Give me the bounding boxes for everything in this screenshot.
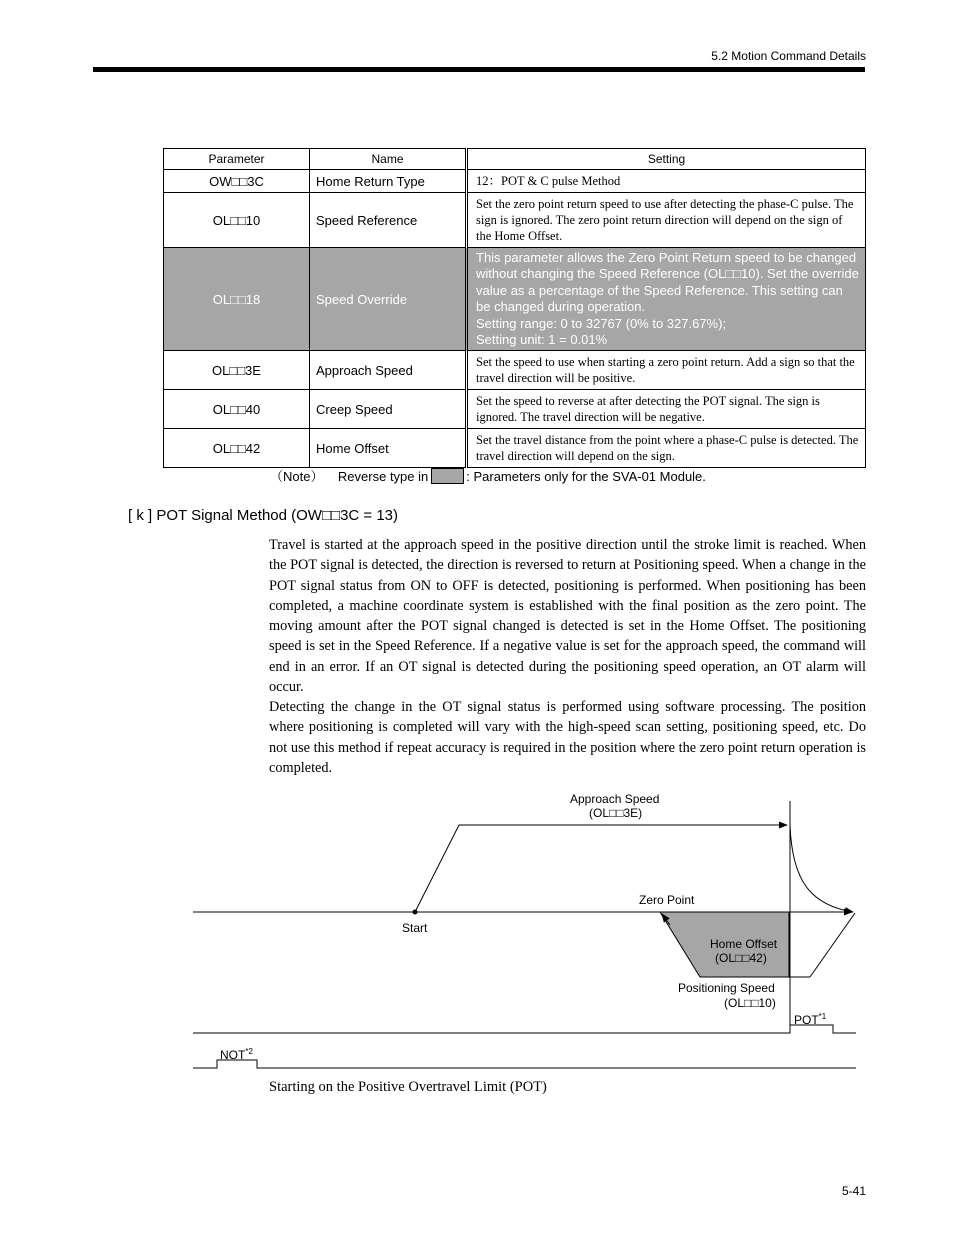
table-row — [164, 351, 866, 390]
setting-line: This parameter allows the Zero Point Return speed to be changed without changing the Speed Reference (OL□□10). Set the override value as a percentage of the Speed Reference. This setting can be changed during operation. — [476, 249, 859, 314]
header-section-title: 5.2 Motion Command Details — [711, 49, 866, 63]
table-row-shaded — [164, 248, 866, 351]
positioning-speed-param: (OL□□10) — [724, 996, 776, 1010]
positioning-speed-label: Positioning Speed — [678, 981, 775, 995]
setting-cell: Set the speed to use when starting a zero point return. Add a sign so that the travel direction will be positive. — [467, 351, 866, 390]
name-cell: Home Offset — [310, 429, 467, 468]
approach-speed-param: (OL□□3E) — [589, 806, 643, 820]
pot-signal-line — [193, 1025, 856, 1033]
section-heading: [ k ] POT Signal Method (OW□□3C = 13) — [128, 507, 399, 524]
name-cell: Speed Override — [310, 248, 467, 351]
home-offset-label: Home Offset — [710, 937, 778, 951]
table-row — [164, 193, 866, 248]
column-header-name: Name — [310, 149, 467, 170]
table-row — [164, 170, 866, 193]
deceleration-curve — [790, 825, 853, 912]
start-label: Start — [402, 921, 428, 935]
setting-line: Setting range: 0 to 32767 (0% to 327.67%); — [476, 315, 727, 331]
table-row — [164, 390, 866, 429]
name-cell: Approach Speed — [310, 351, 467, 390]
setting-cell — [467, 248, 866, 351]
table-note — [270, 466, 706, 485]
approach-speed-profile — [415, 825, 787, 912]
note-text-before: Reverse type in — [337, 469, 429, 484]
parameter-cell: OL□□3E — [164, 351, 310, 390]
setting-cell: 12：POT & C pulse Method — [467, 170, 866, 193]
setting-cell: Set the speed to reverse at after detecting the POT signal. The sign is ignored. The travel direction will be negative. — [467, 390, 866, 429]
diagram-graphics — [0, 785, 954, 1075]
note-prefix: （Note） — [270, 469, 324, 484]
pot-signal-diagram — [0, 785, 954, 1075]
setting-cell: Set the travel distance from the point where a phase-C pulse is detected. The travel direction will depend on the sign. — [467, 429, 866, 468]
body-paragraph: Travel is started at the approach speed in the positive direction until the stroke limit is reached. When the POT signal is detected, the direction is reversed to return at Positioning speed. When a change in the POT signal status from ON to OFF is detected, positioning is performed. When positioning has been completed, a machine coordinate system is established with the final position as the zero point. The moving amount after the POT signal changed is detected is set in the Home Offset. The positioning speed is set in the Speed Reference. If a negative value is set for the approach speed, the command will end in an error. If an OT signal is detected during the positioning speed operation, an OT alarm will occur. — [269, 537, 866, 696]
parameter-table — [163, 148, 866, 468]
parameter-cell: OL□□40 — [164, 390, 310, 429]
note-text-after: : Parameters only for the SVA-01 Module. — [466, 469, 706, 484]
start-dot — [413, 910, 418, 915]
shaded-swatch — [431, 468, 464, 484]
not-label: NOT$^{*2}$ — [220, 1047, 253, 1062]
page-number: 5-41 — [841, 1184, 866, 1198]
setting-line: Setting unit: 1 = 0.01% — [476, 332, 608, 347]
name-cell: Creep Speed — [310, 390, 467, 429]
not-signal-line — [193, 1060, 856, 1068]
header-rule — [93, 67, 865, 72]
home-offset-param: (OL□□42) — [715, 951, 767, 965]
pot-label: POT$^{*1}$ — [794, 1012, 827, 1027]
reverse-line — [810, 913, 855, 977]
column-header-setting: Setting — [467, 149, 866, 170]
parameter-cell: OL□□10 — [164, 193, 310, 248]
table-row — [164, 429, 866, 468]
zero-point-label: Zero Point — [639, 893, 695, 907]
parameter-cell: OL□□18 — [164, 248, 310, 351]
figure-caption: Starting on the Positive Overtravel Limit (POT) — [269, 1079, 547, 1095]
body-paragraph: Detecting the change in the OT signal status is performed using software processing. The position where positioning is completed will vary with the high-speed scan setting, positioning speed, etc. Do not use this method if repeat accuracy is required in the position where the zero point return operation is completed. — [269, 699, 866, 776]
approach-speed-label: Approach Speed — [570, 792, 660, 806]
table-header-row — [164, 149, 866, 170]
parameter-cell: OW□□3C — [164, 170, 310, 193]
name-cell: Home Return Type — [310, 170, 467, 193]
column-header-parameter: Parameter — [164, 149, 310, 170]
setting-cell: Set the zero point return speed to use after detecting the phase-C pulse. The sign is ignored. The zero point return direction will depend on the sign of the Home Offset. — [467, 193, 866, 248]
name-cell: Speed Reference — [310, 193, 467, 248]
parameter-cell: OL□□42 — [164, 429, 310, 468]
